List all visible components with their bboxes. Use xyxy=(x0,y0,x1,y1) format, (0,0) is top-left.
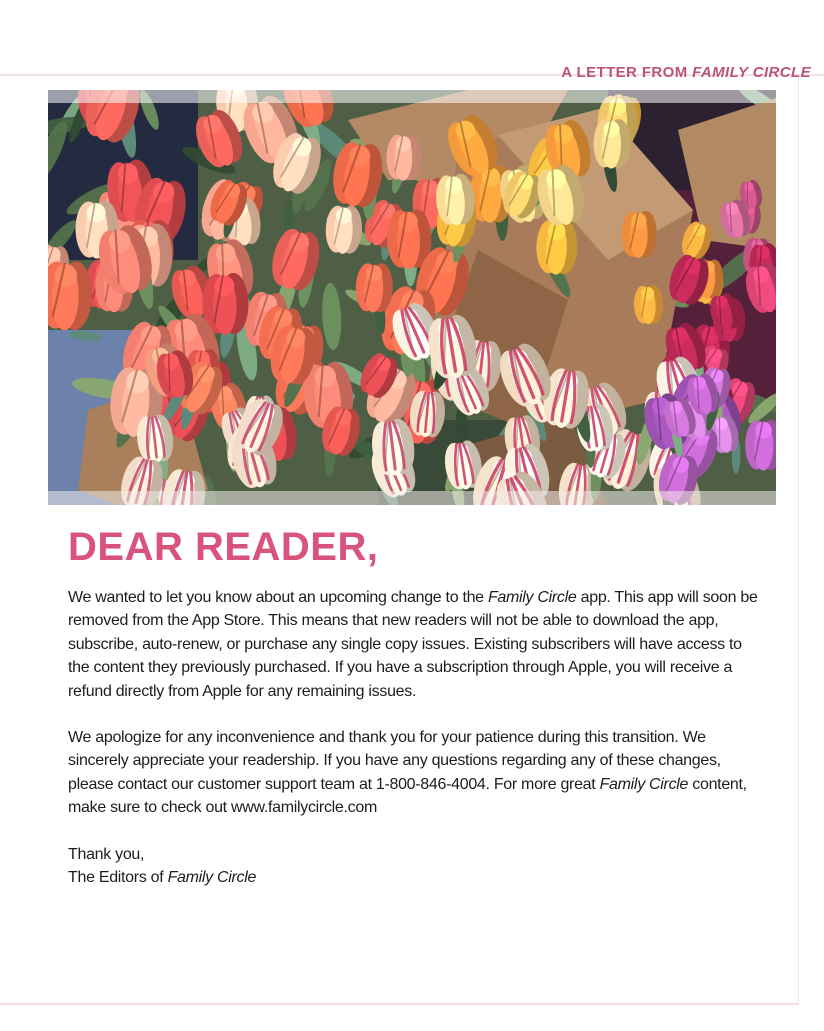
letter-content xyxy=(68,524,764,912)
header-prefix: A LETTER FROM xyxy=(561,64,693,81)
page-header xyxy=(553,47,811,81)
paragraph: Thank you, The Editors of Family Circle xyxy=(68,845,257,887)
letter-body xyxy=(68,586,764,889)
paragraph: We wanted to let you know about an upcoming change to the Family Circle app. This app will soon be removed from the App Store. This means that new readers will not be able to download the app, subscribe, auto-renew, or purchase any single copy issues. Existing subscribers will have access to the content they previously purchased. If you have a subscription through Apple, you will receive a refund directly from Apple for any remaining issues. xyxy=(68,589,758,700)
paragraph: We apologize for any inconvenience and thank you for your patience during this transition. We sincerely appreciate your readership. If you have any questions regarding any of these changes, please contact our customer support team at 1-800-846-4004. For more great Family Circle content, make sure to check out www.familycircle.com xyxy=(68,729,747,817)
letter-heading: DEAR READER, xyxy=(68,525,379,569)
header-brand: FAMILY CIRCLE xyxy=(692,64,811,81)
page-right-edge xyxy=(798,75,799,1004)
tulip-photo xyxy=(48,90,776,505)
page-bottom-edge xyxy=(0,1003,799,1005)
